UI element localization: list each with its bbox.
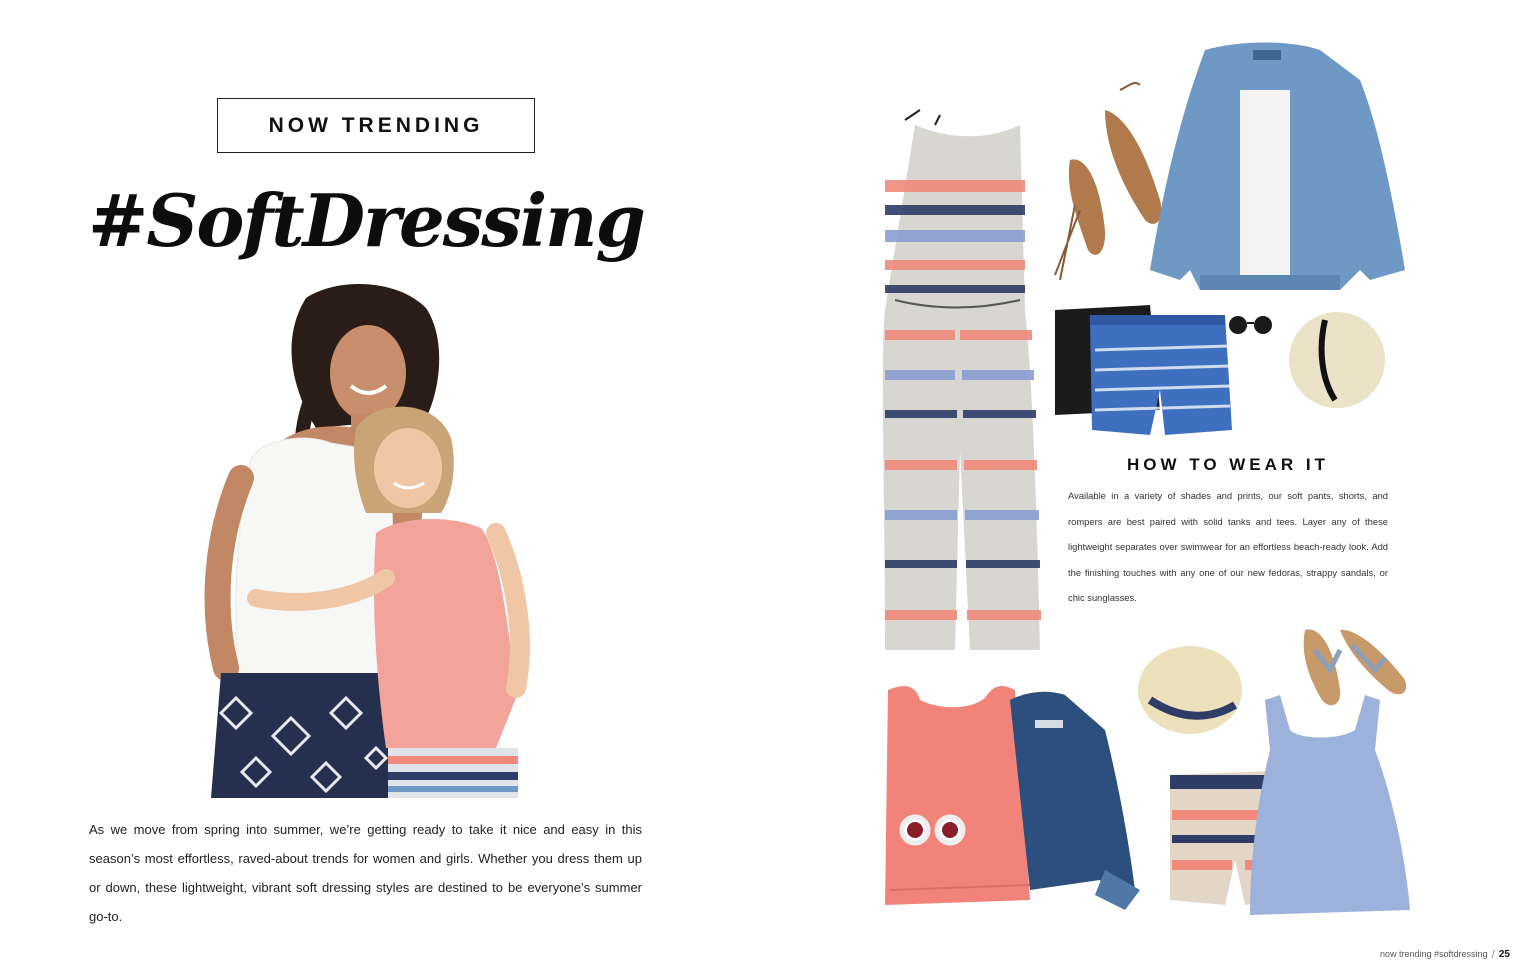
sunglasses-image [1229,316,1272,334]
page-title: #SoftDressing [88,178,644,263]
how-to-wear-it-body: Available in a variety of shades and prints, our soft pants, shorts, and rompers are best paired with solid tanks and tees. Layer any of these lightweight separates over swimwear for an effortless beach-ready look. Add the finishing touches with any one of our new fedoras, strappy sandals, or chic sunglasses. [1068,490,1388,603]
footer-section-label: now trending #softdressing [1379,949,1488,959]
intro-paragraph: As we move from spring into summer, we’re getting ready to take it nice and easy in this season’s most effortless, raved-about trends for women and girls. Whether you dress them up or down, these lightweight, vibrant soft dressing styles are destined to be everyone’s summer go-to. [89,822,642,924]
hero-photo-mother-daughter [196,278,536,798]
chambray-bomber-jacket-image [1150,43,1405,291]
straw-fedora-image [1138,646,1242,734]
panama-hat-image [1289,312,1385,408]
now-trending-badge: NOW TRENDING [217,98,535,153]
flip-flop-sandals-image [1304,629,1406,705]
blue-tank-image [1250,695,1410,915]
product-flat-lay [860,30,1460,930]
printed-jumpsuit-image [883,110,1041,650]
footer-divider: / [1491,947,1495,961]
page-footer [1380,947,1510,961]
coral-tank-image [885,686,1030,905]
how-to-wear-it-heading: HOW TO WEAR IT [1126,455,1330,474]
page-number: 25 [1498,948,1510,960]
printed-shorts-image [1055,305,1232,435]
denim-jacket-image [1010,692,1140,910]
gladiator-sandals-image [1055,83,1161,280]
